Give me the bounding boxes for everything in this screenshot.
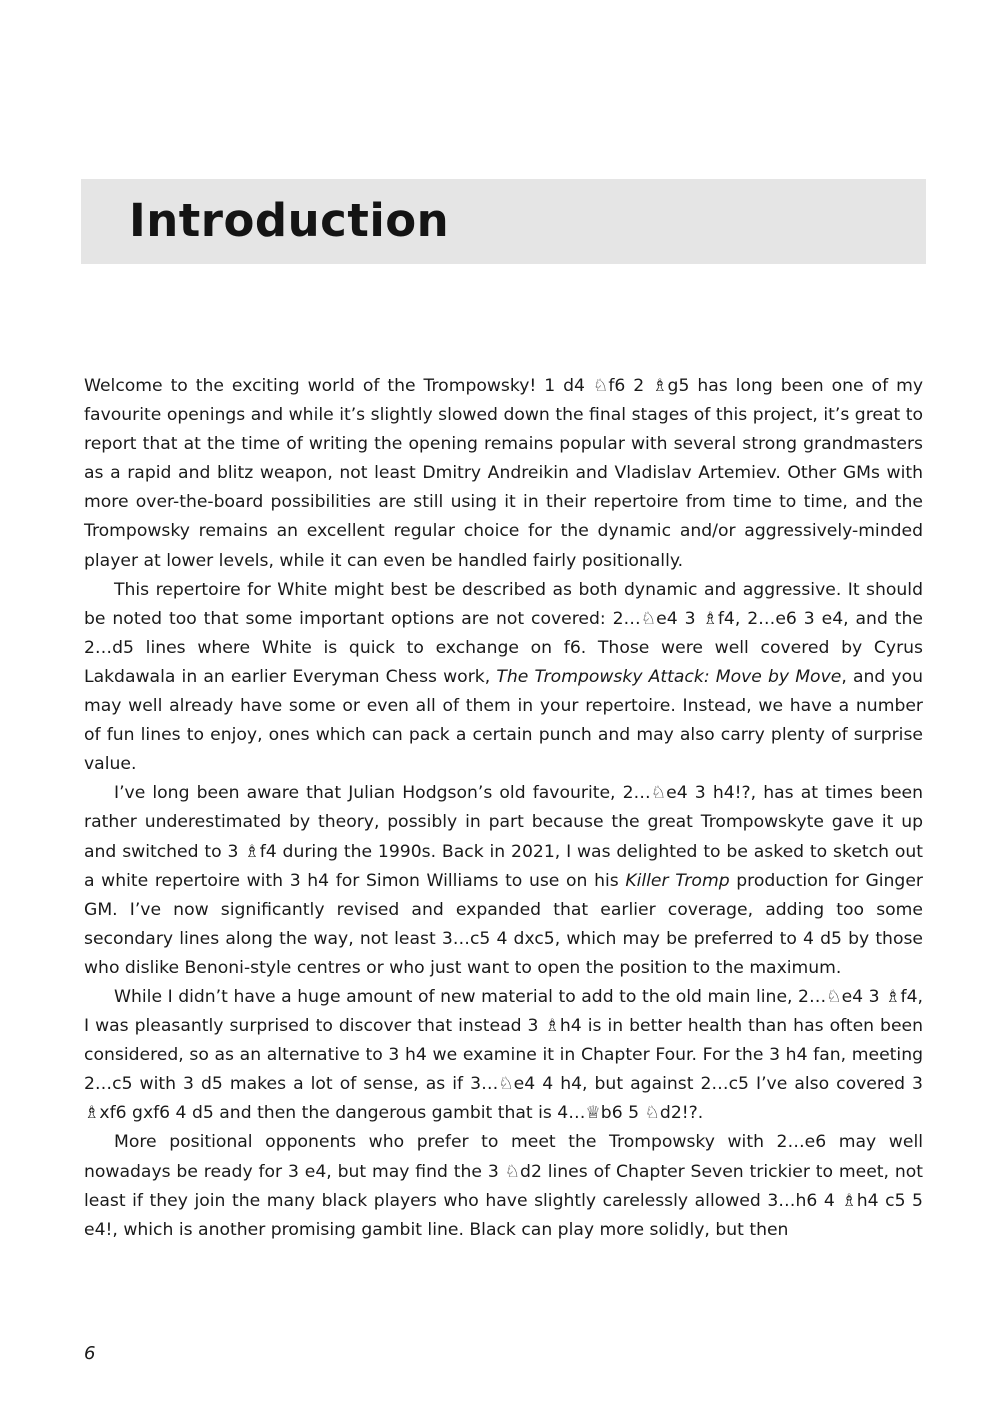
paragraph-text: , and you may well already have some or even all of them in your repertoire. Instead, we have a number of fun lines to enjoy, ones which can pack a certain punch and may also carry plenty of surprise value. <box>84 666 924 775</box>
body-paragraph <box>84 983 923 1128</box>
paragraph-text: production for Ginger GM. I’ve now significantly revised and expanded that earlier coverage, adding too some secondary lines along the way, not least 3…c5 4 dxc5, which may be preferred to 4 d5 by those who dislike Benoni-style centres or who just want to open the position to the maximum. <box>84 870 923 978</box>
paragraph-text: I’ve long been aware that Julian Hodgson’s old favourite, 2…♘e4 3 h4!?, has at times been rather underestimated by theory, possibly in part because the great Trompowskyte gave it up and switched to 3 ♗f4 during the 1990s. Back in 2021, I was delighted to be asked to sketch out a white repertoire with 3 h4 for Simon Williams to use on his <box>84 783 923 891</box>
body-text <box>84 372 923 1245</box>
paragraph-text: More positional opponents who prefer to meet the Trompowsky with 2…e6 may well nowadays be ready for 3 e4, but may find the 3 ♘d2 lines of Chapter Seven trickier to meet, not least if they join the many black players who have slightly carelessly allowed 3…h6 4 ♗h4 c5 5 e4!, which is another promising gambit line. Black can play more solidly, but then <box>84 1132 923 1240</box>
paragraph-text: This repertoire for White might best be described as both dynamic and aggressive. It should be noted too that some important options are not covered: 2…♘e4 3 ♗f4, 2…e6 3 e4, and the 2…d5 lines where White is quick to exchange on f6. Those were well covered by Cyrus Lakdawala in an earlier Everyman Chess work, <box>84 579 923 687</box>
page-number: 6 <box>84 1343 96 1364</box>
chapter-title: Introduction <box>129 194 450 247</box>
chapter-title-band <box>81 179 926 264</box>
body-paragraph <box>84 1128 923 1244</box>
body-paragraph <box>84 576 923 780</box>
italic-title: The Trompowsky Attack: Move by Move <box>496 666 842 687</box>
paragraph-text: Welcome to the exciting world of the Trompowsky! 1 d4 ♘f6 2 ♗g5 has long been one of my favourite openings and while it’s slightly slowed down the final stages of this project, it’s great to report that at the time of writing the opening remains popular with several strong grandmasters as a rapid and blitz weapon, not least Dmitry Andreikin and Vladislav Artemiev. Other GMs with more over-the-board possibilities are still using it in their repertoire from time to time, and the Trompowsky remains an excellent regular choice for the dynamic and/or aggressively-minded player at lower levels, while it can even be handled fairly positionally. <box>84 376 923 571</box>
italic-title: Killer Tromp <box>625 870 730 891</box>
body-paragraph <box>84 779 923 983</box>
paragraph-text: While I didn’t have a huge amount of new material to add to the old main line, 2…♘e4 3 ♗f4, I was pleasantly surprised to discover that instead 3 ♗h4 is in better health than has often been considered, so as an alternative to 3 h4 we examine it in Chapter Four. For the 3 h4 fan, meeting 2…c5 with 3 d5 makes a lot of sense, as if 3…♘e4 4 h4, but against 2…c5 I’ve also covered 3 ♗xf6 gxf6 4 d5 and then the dangerous gambit that is 4…♕b6 5 ♘d2!?. <box>84 986 923 1124</box>
body-paragraph <box>84 372 923 576</box>
